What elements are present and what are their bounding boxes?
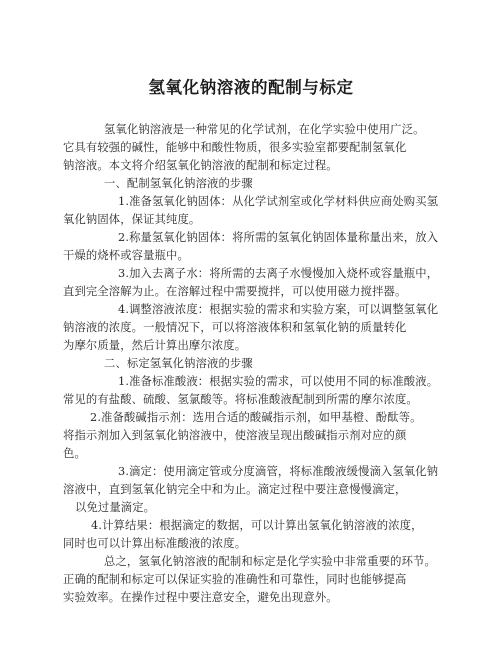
paragraph-line: 4.调整溶液浓度：根据实验的需求和实验方案，可以调整氢氧化 [118,303,439,316]
document-title: 氢氧化钠溶液的配制与标定 [148,78,354,97]
paragraph-line: 1.准备标准酸液：根据实验的需求，可以使用不同的标准酸液。 [118,375,439,388]
paragraph-line: 它具有较强的碱性，能够中和酸性物质，很多实验室都要配制氢氧化 [63,141,407,154]
paragraph-line: 2.称量氢氧化钠固体：将所需的氢氧化钠固体量称量出来，放入 [118,231,439,244]
paragraph-line: 3.滴定：使用滴定管或分度滴管，将标准酸液缓慢滴入氢氧化钠 [118,465,439,478]
paragraph-line: 氢氧化钠溶液是一种常见的化学试剂，在化学实验中使用广泛。 [104,123,425,136]
paragraph-line: 钠溶液。本文将介绍氢氧化钠溶液的配制和标定过程。 [63,159,338,172]
section-heading: 二、标定氢氧化钠溶液的步骤 [104,357,253,370]
section-heading: 一、配制氢氧化钠溶液的步骤 [104,177,253,190]
paragraph-line: 4.计算结果：根据滴定的数据，可以计算出氢氧化钠溶液的浓度， [91,519,423,532]
paragraph-line: 色。 [63,447,86,460]
paragraph-line: 干燥的烧杯或容量瓶中。 [63,249,189,262]
paragraph-line: 溶液中，直到氢氧化钠完全中和为止。滴定过程中要注意慢慢滴定， [63,483,407,496]
paragraph-line: 将指示剂加入到氢氧化钠溶液中，使溶液呈现出酸碱指示剂对应的颜 [63,429,407,442]
paragraph-line: 氧化钠固体，保证其纯度。 [63,213,201,226]
paragraph-line: 实验效率。在操作过程中要注意安全，避免出现意外。 [63,591,338,604]
paragraph-line: 以免过量滴定。 [75,501,156,514]
paragraph-line: 3.加入去离子水：将所需的去离子水慢慢加入烧杯或容量瓶中， [118,267,439,280]
paragraph-line: 为摩尔质量，然后计算出摩尔浓度。 [63,339,247,352]
paragraph-line: 总之，氢氧化钠溶液的配制和标定是化学实验中非常重要的环节。 [104,555,436,568]
paragraph-line: 钠溶液的浓度。一般情况下，可以将溶液体积和氢氧化钠的质量转化 [63,321,407,334]
paragraph-line: 同时也可以计算出标准酸液的浓度。 [63,537,247,550]
paragraph-line: 1.准备氢氧化钠固体：从化学试剂室或化学材料供应商处购买氢 [118,195,439,208]
paragraph-line: 2.准备酸碱指示剂：选用合适的酸碱指示剂，如甲基橙、酚酞等。 [90,411,422,424]
paragraph-line: 直到完全溶解为止。在溶解过程中需要搅拌，可以使用磁力搅拌器。 [63,285,407,298]
paragraph-line: 正确的配制和标定可以保证实验的准确性和可靠性，同时也能够提高 [63,573,407,586]
paragraph-line: 常见的有盐酸、硫酸、氢氯酸等。将标准酸液配制到所需的摩尔浓度。 [63,393,418,406]
